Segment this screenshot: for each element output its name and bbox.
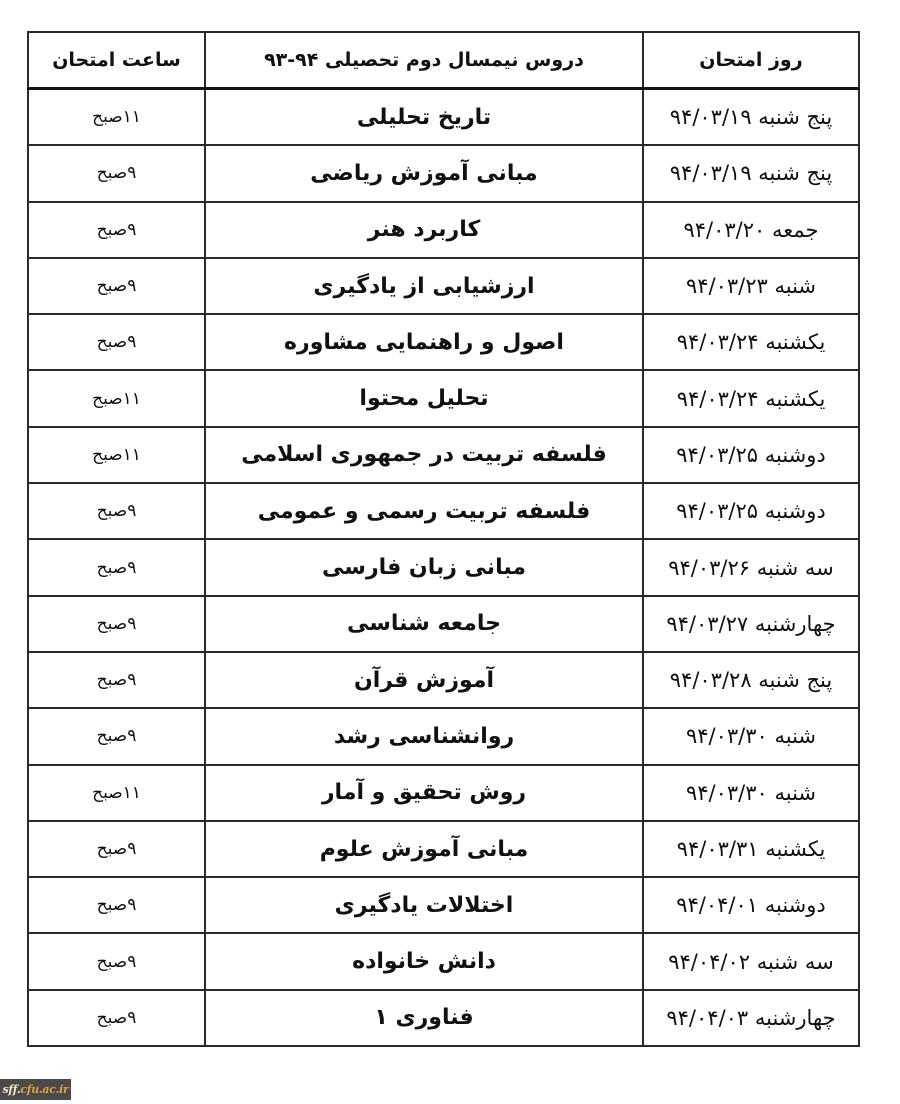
exam-time-cell: ۹صبح	[28, 539, 205, 595]
course-name-cell: تحلیل محتوا	[205, 370, 643, 426]
course-name-cell: مبانی آموزش علوم	[205, 821, 643, 877]
table-header-row	[28, 32, 859, 89]
exam-day-cell: دوشنبه ۹۴/۰۳/۲۵	[643, 483, 859, 539]
exam-day-cell: شنبه ۹۴/۰۳/۳۰	[643, 765, 859, 821]
exam-day-cell: شنبه ۹۴/۰۳/۲۳	[643, 258, 859, 314]
exam-day-cell: چهارشنبه ۹۴/۰۴/۰۳	[643, 990, 859, 1046]
course-name-cell: کاربرد هنر	[205, 202, 643, 258]
exam-time-cell: ۹صبح	[28, 258, 205, 314]
exam-time-cell: ۱۱صبح	[28, 765, 205, 821]
table-row	[28, 370, 859, 426]
table-row	[28, 821, 859, 877]
table-row	[28, 145, 859, 201]
header-exam-time: ساعت امتحان	[28, 32, 205, 89]
exam-schedule-table	[27, 31, 860, 1047]
exam-day-cell: جمعه ۹۴/۰۳/۲۰	[643, 202, 859, 258]
course-name-cell: روانشناسی رشد	[205, 708, 643, 764]
exam-time-cell: ۹صبح	[28, 652, 205, 708]
course-name-cell: روش تحقیق و آمار	[205, 765, 643, 821]
table-row	[28, 933, 859, 989]
course-name-cell: فلسفه تربیت در جمهوری اسلامی	[205, 427, 643, 483]
table-row	[28, 765, 859, 821]
exam-time-cell: ۹صبح	[28, 933, 205, 989]
table-row	[28, 314, 859, 370]
watermark-prefix: sff.	[2, 1083, 21, 1096]
exam-time-cell: ۹صبح	[28, 145, 205, 201]
exam-time-cell: ۹صبح	[28, 202, 205, 258]
table-row	[28, 708, 859, 764]
exam-time-cell: ۹صبح	[28, 990, 205, 1046]
table-row	[28, 202, 859, 258]
course-name-cell: تاریخ تحلیلی	[205, 89, 643, 146]
header-courses: دروس نیمسال دوم تحصیلی ۹۴-۹۳	[205, 32, 643, 89]
exam-day-cell: پنج شنبه ۹۴/۰۳/۲۸	[643, 652, 859, 708]
table-row	[28, 990, 859, 1046]
watermark-domain: cfu.ac.ir	[20, 1083, 69, 1096]
table-row	[28, 258, 859, 314]
table-row	[28, 596, 859, 652]
table-row	[28, 652, 859, 708]
table-row	[28, 89, 859, 146]
exam-time-cell: ۱۱صبح	[28, 370, 205, 426]
exam-time-cell: ۹صبح	[28, 708, 205, 764]
exam-time-cell: ۱۱صبح	[28, 427, 205, 483]
exam-time-cell: ۹صبح	[28, 821, 205, 877]
course-name-cell: دانش خانواده	[205, 933, 643, 989]
course-name-cell: مبانی زبان فارسی	[205, 539, 643, 595]
exam-day-cell: یکشنبه ۹۴/۰۳/۲۴	[643, 314, 859, 370]
course-name-cell: فلسفه تربیت رسمی و عمومی	[205, 483, 643, 539]
course-name-cell: ارزشیابی از یادگیری	[205, 258, 643, 314]
exam-day-cell: دوشنبه ۹۴/۰۴/۰۱	[643, 877, 859, 933]
exam-time-cell: ۹صبح	[28, 483, 205, 539]
exam-day-cell: پنج شنبه ۹۴/۰۳/۱۹	[643, 145, 859, 201]
exam-day-cell: چهارشنبه ۹۴/۰۳/۲۷	[643, 596, 859, 652]
exam-day-cell: یکشنبه ۹۴/۰۳/۳۱	[643, 821, 859, 877]
table-row	[28, 539, 859, 595]
exam-time-cell: ۹صبح	[28, 314, 205, 370]
table-row	[28, 483, 859, 539]
exam-day-cell: سه شنبه ۹۴/۰۳/۲۶	[643, 539, 859, 595]
exam-day-cell: یکشنبه ۹۴/۰۳/۲۴	[643, 370, 859, 426]
header-exam-day: روز امتحان	[643, 32, 859, 89]
exam-day-cell: سه شنبه ۹۴/۰۴/۰۲	[643, 933, 859, 989]
exam-time-cell: ۹صبح	[28, 596, 205, 652]
course-name-cell: اصول و راهنمایی مشاوره	[205, 314, 643, 370]
course-name-cell: آموزش قرآن	[205, 652, 643, 708]
table-row	[28, 877, 859, 933]
table-row	[28, 427, 859, 483]
course-name-cell: فناوری ۱	[205, 990, 643, 1046]
site-watermark	[0, 1079, 71, 1100]
course-name-cell: مبانی آموزش ریاضی	[205, 145, 643, 201]
exam-time-cell: ۹صبح	[28, 877, 205, 933]
exam-day-cell: پنج شنبه ۹۴/۰۳/۱۹	[643, 89, 859, 146]
exam-time-cell: ۱۱صبح	[28, 89, 205, 146]
exam-day-cell: دوشنبه ۹۴/۰۳/۲۵	[643, 427, 859, 483]
exam-day-cell: شنبه ۹۴/۰۳/۳۰	[643, 708, 859, 764]
course-name-cell: جامعه شناسی	[205, 596, 643, 652]
course-name-cell: اختلالات یادگیری	[205, 877, 643, 933]
